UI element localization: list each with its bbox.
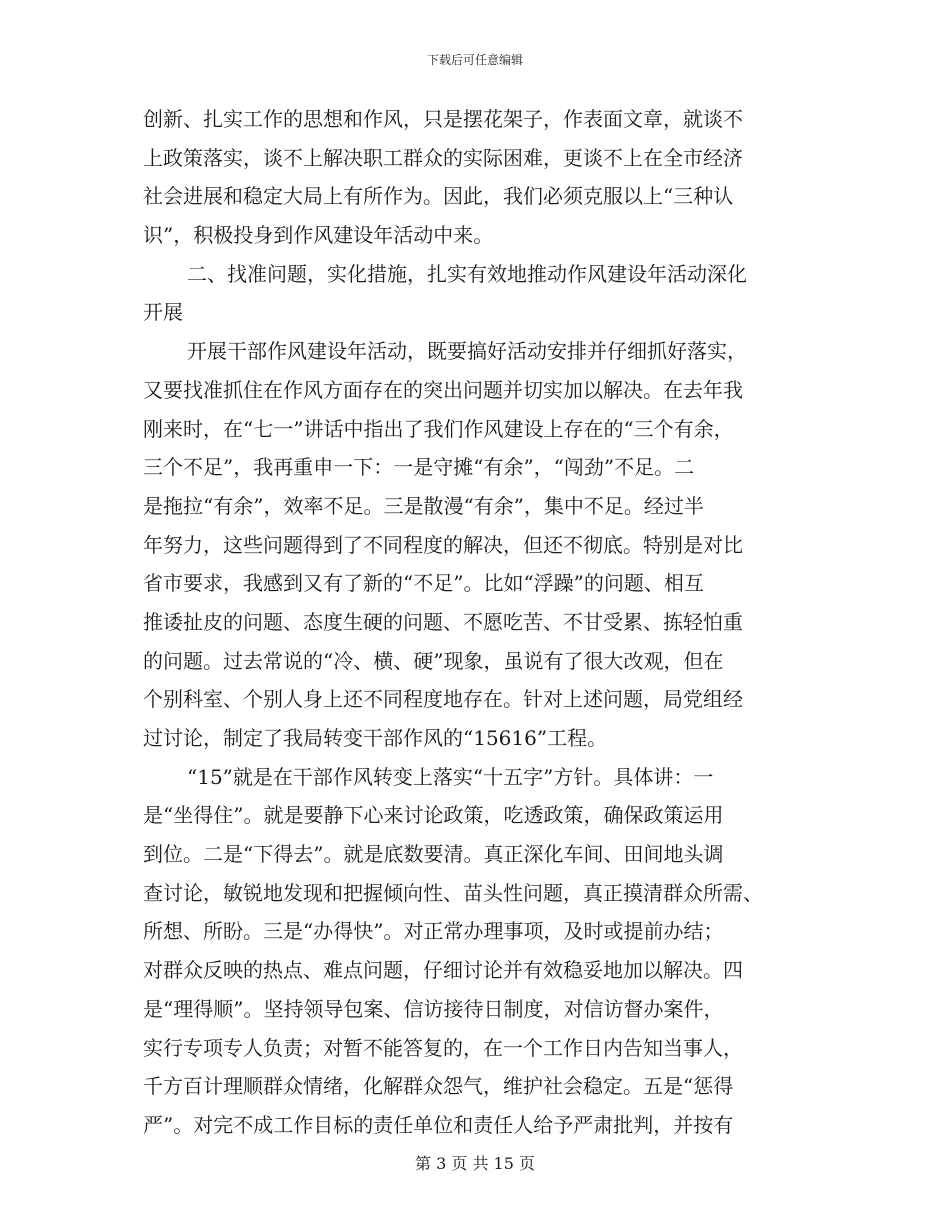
text-line: 开展干部作风建设年活动，既要搞好活动安排并仔细抓好落实， <box>187 339 747 364</box>
text-line: 是“理得顺”。坚持领导包案、信访接待日制度，对信访督办案件， <box>143 996 724 1021</box>
text-line: 社会进展和稳定大局上有所作为。因此，我们必须克服以上“三种认 <box>143 184 734 209</box>
text-line: 三个不足”，我再重申一下：一是守摊“有余”，“闯劲”不足。二 <box>143 455 695 480</box>
text-line: 过讨论，制定了我局转变干部作风的“15616”工程。 <box>143 726 608 750</box>
text-line: 创新、扎实工作的思想和作风，只是摆花架子，作表面文章，就谈不 <box>143 107 743 131</box>
text-line: 又要找准抓住在作风方面存在的突出问题并切实加以解决。在去年我 <box>143 377 743 402</box>
text-line: 省市要求，我感到又有了新的“不足”。比如“浮躁”的问题、相互 <box>143 571 704 596</box>
section-heading-line: 开展 <box>143 300 183 325</box>
page-number-footer: 第 3 页 共 15 页 <box>415 1154 535 1173</box>
text-line: 对群众反映的热点、难点问题，仔细讨论并有效稳妥地加以解决。四 <box>143 958 743 983</box>
text-line: 查讨论，敏锐地发现和把握倾向性、苗头性问题，真正摸清群众所需、 <box>143 880 763 905</box>
text-line: 到位。二是“下得去”。就是底数要清。真正深化车间、田间地头调 <box>143 842 724 867</box>
text-line: 是拖拉“有余”，效率不足。三是散漫“有余”，集中不足。经过半 <box>143 493 704 518</box>
text-line: 的问题。过去常说的“冷、横、硬”现象，虽说有了很大改观，但在 <box>143 648 724 673</box>
text-line: 所想、所盼。三是“办得快”。对正常办理事项，及时或提前办结； <box>143 919 724 944</box>
text-line: 推诿扯皮的问题、态度生硬的问题、不愿吃苦、不甘受累、拣轻怕重 <box>143 609 743 634</box>
text-line: 刚来时，在“七一”讲话中指出了我们作风建设上存在的“三个有余， <box>143 416 734 441</box>
text-line: 严”。对完不成工作目标的责任单位和责任人给予严肃批判，并按有 <box>143 1112 734 1137</box>
text-line: 实行专项专人负责；对暂不能答复的，在一个工作日内告知当事人， <box>143 1035 743 1060</box>
text-line: 千方百计理顺群众情绪，化解群众怨气，维护社会稳定。五是“惩得 <box>143 1074 734 1099</box>
text-line: 是“坐得住”。就是要静下心来讨论政策，吃透政策，确保政策运用 <box>143 803 724 828</box>
text-line: 上政策落实，谈不上解决职工群众的实际困难，更谈不上在全市经济 <box>143 145 743 170</box>
text-line: 个别科室、个别人身上还不同程度地存在。针对上述问题，局党组经 <box>143 687 743 712</box>
text-line: “15”就是在干部作风转变上落实“十五字”方针。具体讲：一 <box>187 764 714 789</box>
page-header-note: 下载后可任意编辑 <box>426 53 523 67</box>
text-line: 年努力，这些问题得到了不同程度的解决，但还不彻底。特别是对比 <box>143 532 743 557</box>
text-line: 识”，积极投身到作风建设年活动中来。 <box>143 223 494 248</box>
document-body <box>143 100 808 1145</box>
section-heading-line: 二、找准问题，实化措施，扎实有效地推动作风建设年活动深化 <box>187 261 747 286</box>
